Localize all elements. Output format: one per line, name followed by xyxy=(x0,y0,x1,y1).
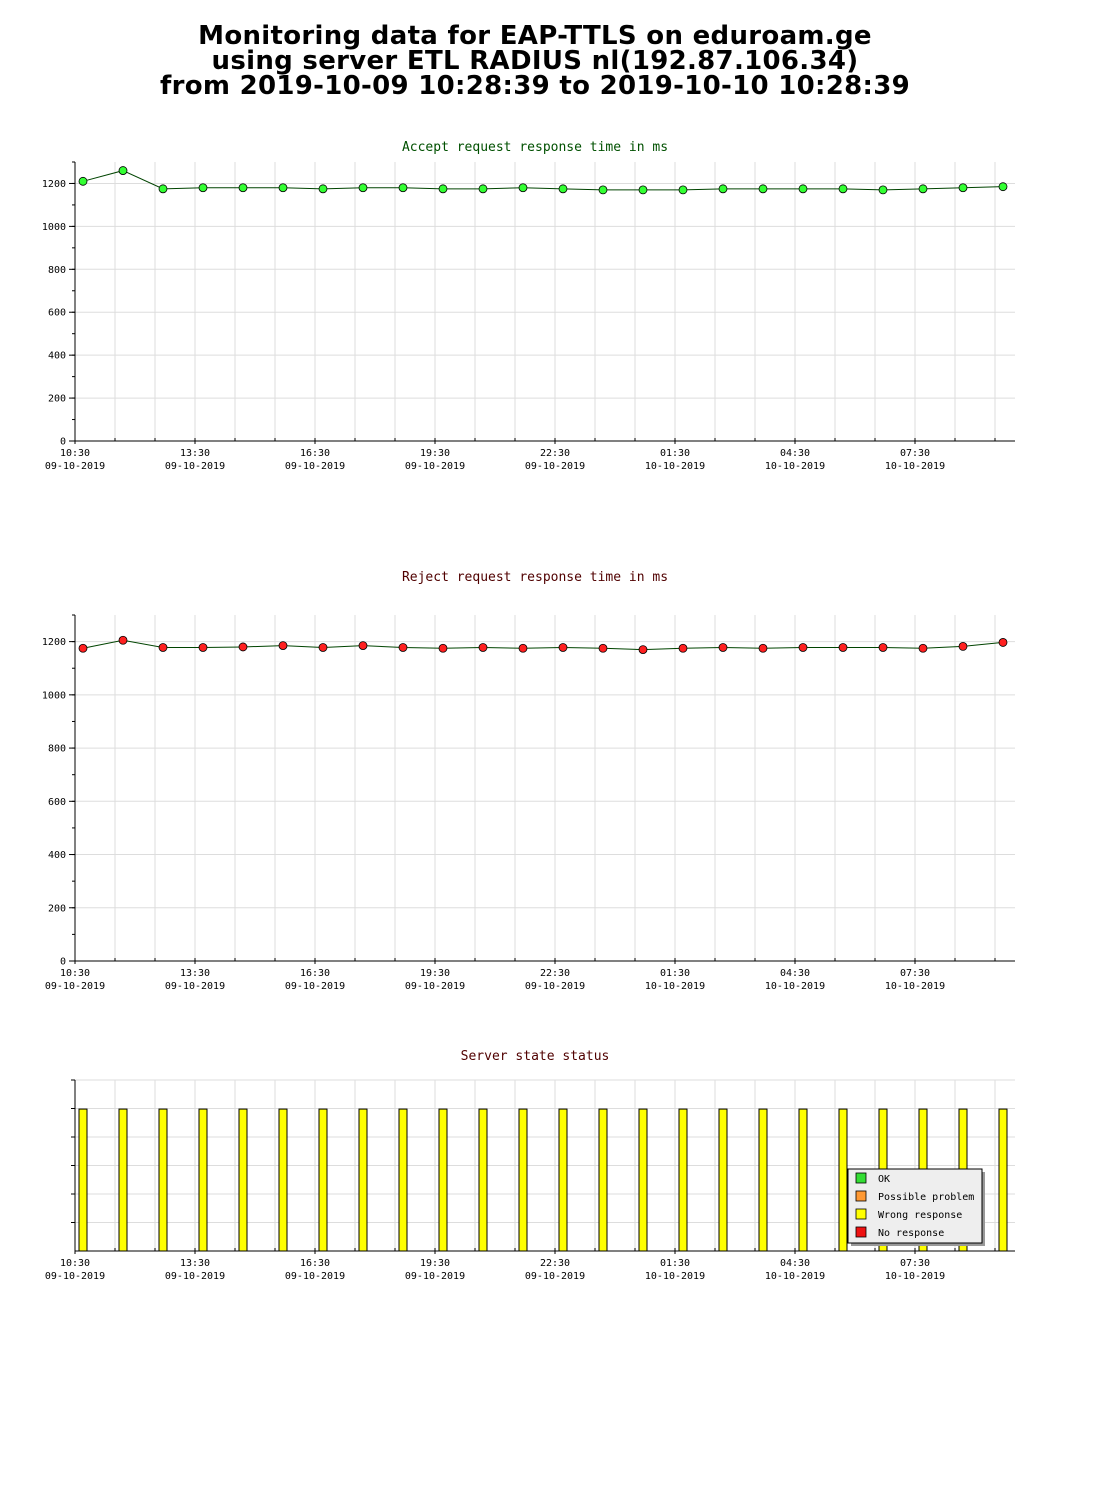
legend-label: OK xyxy=(878,1174,891,1185)
x-tick-label-date: 10-10-2019 xyxy=(884,981,946,992)
status-bar xyxy=(799,1109,807,1251)
data-point xyxy=(399,643,407,651)
x-tick-label-date: 09-10-2019 xyxy=(164,461,226,472)
y-tick-label: 0 xyxy=(59,956,66,968)
data-point xyxy=(199,643,207,651)
legend-swatch xyxy=(856,1209,866,1219)
y-tick-label: 600 xyxy=(47,796,66,808)
status-bar xyxy=(999,1109,1007,1251)
header-line-3: from 2019-10-09 10:28:39 to 2019-10-10 10:28:39 xyxy=(159,71,911,101)
y-tick-label: 1000 xyxy=(41,221,66,233)
data-point xyxy=(399,184,407,192)
y-tick-label: 200 xyxy=(47,393,66,405)
x-tick-label-date: 10-10-2019 xyxy=(884,1271,946,1282)
data-point xyxy=(999,183,1007,191)
y-tick-label: 0 xyxy=(59,436,66,448)
legend-swatch xyxy=(856,1173,866,1183)
status-bar xyxy=(279,1109,287,1251)
status-bar xyxy=(399,1109,407,1251)
x-tick-label-time: 04:30 xyxy=(779,1258,811,1269)
x-tick-label-date: 09-10-2019 xyxy=(284,981,346,992)
data-point xyxy=(839,185,847,193)
data-point xyxy=(799,185,807,193)
x-tick-label-time: 19:30 xyxy=(419,1258,451,1269)
y-tick-label: 1200 xyxy=(41,637,66,649)
x-tick-label-date: 09-10-2019 xyxy=(44,461,106,472)
status-bar xyxy=(599,1109,607,1251)
data-point xyxy=(239,184,247,192)
data-point xyxy=(879,186,887,194)
data-point xyxy=(159,643,167,651)
status-bar xyxy=(479,1109,487,1251)
data-point xyxy=(159,185,167,193)
data-point xyxy=(279,642,287,650)
x-tick-label-date: 10-10-2019 xyxy=(764,981,826,992)
server-state-plot xyxy=(0,1049,1100,1309)
x-tick-label-time: 13:30 xyxy=(179,968,211,979)
legend-swatch xyxy=(856,1227,866,1237)
data-point xyxy=(519,644,527,652)
status-bar xyxy=(639,1109,647,1251)
x-tick-label-date: 09-10-2019 xyxy=(404,461,466,472)
x-tick-label-date: 09-10-2019 xyxy=(284,461,346,472)
status-bar xyxy=(679,1109,687,1251)
data-point xyxy=(439,644,447,652)
data-point xyxy=(119,636,127,644)
data-point xyxy=(599,186,607,194)
x-tick-label-date: 10-10-2019 xyxy=(644,1271,706,1282)
status-bar xyxy=(319,1109,327,1251)
header-line-1: Monitoring data for EAP-TTLS on eduroam.ge xyxy=(198,21,872,51)
data-point xyxy=(759,185,767,193)
x-tick-label-time: 04:30 xyxy=(779,448,811,459)
data-point xyxy=(639,186,647,194)
data-point xyxy=(759,644,767,652)
x-tick-label-date: 09-10-2019 xyxy=(524,981,586,992)
data-point xyxy=(359,642,367,650)
data-point xyxy=(79,177,87,185)
x-tick-label-date: 09-10-2019 xyxy=(524,461,586,472)
data-point xyxy=(839,643,847,651)
x-tick-label-time: 10:30 xyxy=(59,448,91,459)
data-point xyxy=(239,643,247,651)
x-tick-label-time: 10:30 xyxy=(59,968,91,979)
reject-response-plot xyxy=(0,570,1100,1010)
status-bar xyxy=(199,1109,207,1251)
x-tick-label-time: 19:30 xyxy=(419,448,451,459)
status-bar xyxy=(79,1109,87,1251)
data-point xyxy=(319,643,327,651)
x-tick-label-date: 09-10-2019 xyxy=(404,981,466,992)
data-point xyxy=(479,185,487,193)
x-tick-label-date: 09-10-2019 xyxy=(524,1271,586,1282)
status-bar xyxy=(759,1109,767,1251)
chart-title: Server state status xyxy=(460,1049,610,1064)
data-point xyxy=(279,184,287,192)
status-bar xyxy=(719,1109,727,1251)
status-bar xyxy=(839,1109,847,1251)
data-point xyxy=(479,643,487,651)
data-point xyxy=(519,184,527,192)
data-point xyxy=(959,642,967,650)
x-tick-label-time: 01:30 xyxy=(659,1258,691,1269)
data-point xyxy=(639,646,647,654)
header-line-2: using server ETL RADIUS nl(192.87.106.34) xyxy=(211,46,859,76)
y-tick-label: 1000 xyxy=(41,690,66,702)
status-bar xyxy=(439,1109,447,1251)
data-point xyxy=(199,184,207,192)
status-bar xyxy=(519,1109,527,1251)
x-tick-label-time: 19:30 xyxy=(419,968,451,979)
data-point xyxy=(999,638,1007,646)
data-point xyxy=(559,185,567,193)
data-point xyxy=(919,644,927,652)
x-tick-label-date: 09-10-2019 xyxy=(404,1271,466,1282)
x-tick-label-time: 13:30 xyxy=(179,1258,211,1269)
page-header xyxy=(0,21,1070,101)
data-point xyxy=(119,167,127,175)
y-tick-label: 1200 xyxy=(41,178,66,190)
x-tick-label-time: 07:30 xyxy=(899,1258,931,1269)
data-point xyxy=(719,185,727,193)
data-point xyxy=(599,644,607,652)
status-bar xyxy=(359,1109,367,1251)
x-tick-label-time: 07:30 xyxy=(899,448,931,459)
x-tick-label-date: 09-10-2019 xyxy=(44,981,106,992)
x-tick-label-date: 10-10-2019 xyxy=(884,461,946,472)
x-tick-label-time: 01:30 xyxy=(659,968,691,979)
data-point xyxy=(679,186,687,194)
legend-label: Possible problem xyxy=(878,1192,975,1203)
x-tick-label-date: 10-10-2019 xyxy=(764,1271,826,1282)
accept-response-plot xyxy=(0,140,1100,490)
x-tick-label-date: 09-10-2019 xyxy=(164,1271,226,1282)
y-tick-label: 200 xyxy=(47,903,66,915)
x-tick-label-time: 22:30 xyxy=(539,1258,571,1269)
y-tick-label: 400 xyxy=(47,850,66,862)
legend-label: Wrong response xyxy=(878,1210,963,1221)
chart-title: Reject request response time in ms xyxy=(401,570,669,585)
data-point xyxy=(679,644,687,652)
x-tick-label-date: 09-10-2019 xyxy=(164,981,226,992)
data-point xyxy=(879,643,887,651)
data-point xyxy=(919,185,927,193)
data-point xyxy=(559,643,567,651)
x-tick-label-date: 09-10-2019 xyxy=(44,1271,106,1282)
status-bar xyxy=(239,1109,247,1251)
data-point xyxy=(79,644,87,652)
x-tick-label-time: 13:30 xyxy=(179,448,211,459)
x-tick-label-date: 10-10-2019 xyxy=(644,461,706,472)
data-point xyxy=(719,643,727,651)
y-tick-label: 800 xyxy=(47,743,66,755)
y-tick-label: 400 xyxy=(47,350,66,362)
legend-swatch xyxy=(856,1191,866,1201)
data-point xyxy=(359,184,367,192)
data-point xyxy=(959,184,967,192)
x-tick-label-time: 22:30 xyxy=(539,448,571,459)
x-tick-label-time: 07:30 xyxy=(899,968,931,979)
x-tick-label-time: 16:30 xyxy=(299,1258,331,1269)
status-bar xyxy=(159,1109,167,1251)
y-tick-label: 600 xyxy=(47,307,66,319)
x-tick-label-time: 22:30 xyxy=(539,968,571,979)
chart-title: Accept request response time in ms xyxy=(401,140,669,155)
x-tick-label-time: 16:30 xyxy=(299,968,331,979)
x-tick-label-time: 04:30 xyxy=(779,968,811,979)
x-tick-label-date: 10-10-2019 xyxy=(644,981,706,992)
data-point xyxy=(439,185,447,193)
x-tick-label-time: 01:30 xyxy=(659,448,691,459)
x-tick-label-date: 10-10-2019 xyxy=(764,461,826,472)
status-bar xyxy=(559,1109,567,1251)
x-tick-label-date: 09-10-2019 xyxy=(284,1271,346,1282)
legend-label: No response xyxy=(878,1228,945,1239)
status-bar xyxy=(119,1109,127,1251)
data-point xyxy=(799,643,807,651)
x-tick-label-time: 10:30 xyxy=(59,1258,91,1269)
series-line xyxy=(83,171,1003,190)
data-point xyxy=(319,185,327,193)
x-tick-label-time: 16:30 xyxy=(299,448,331,459)
y-tick-label: 800 xyxy=(47,264,66,276)
